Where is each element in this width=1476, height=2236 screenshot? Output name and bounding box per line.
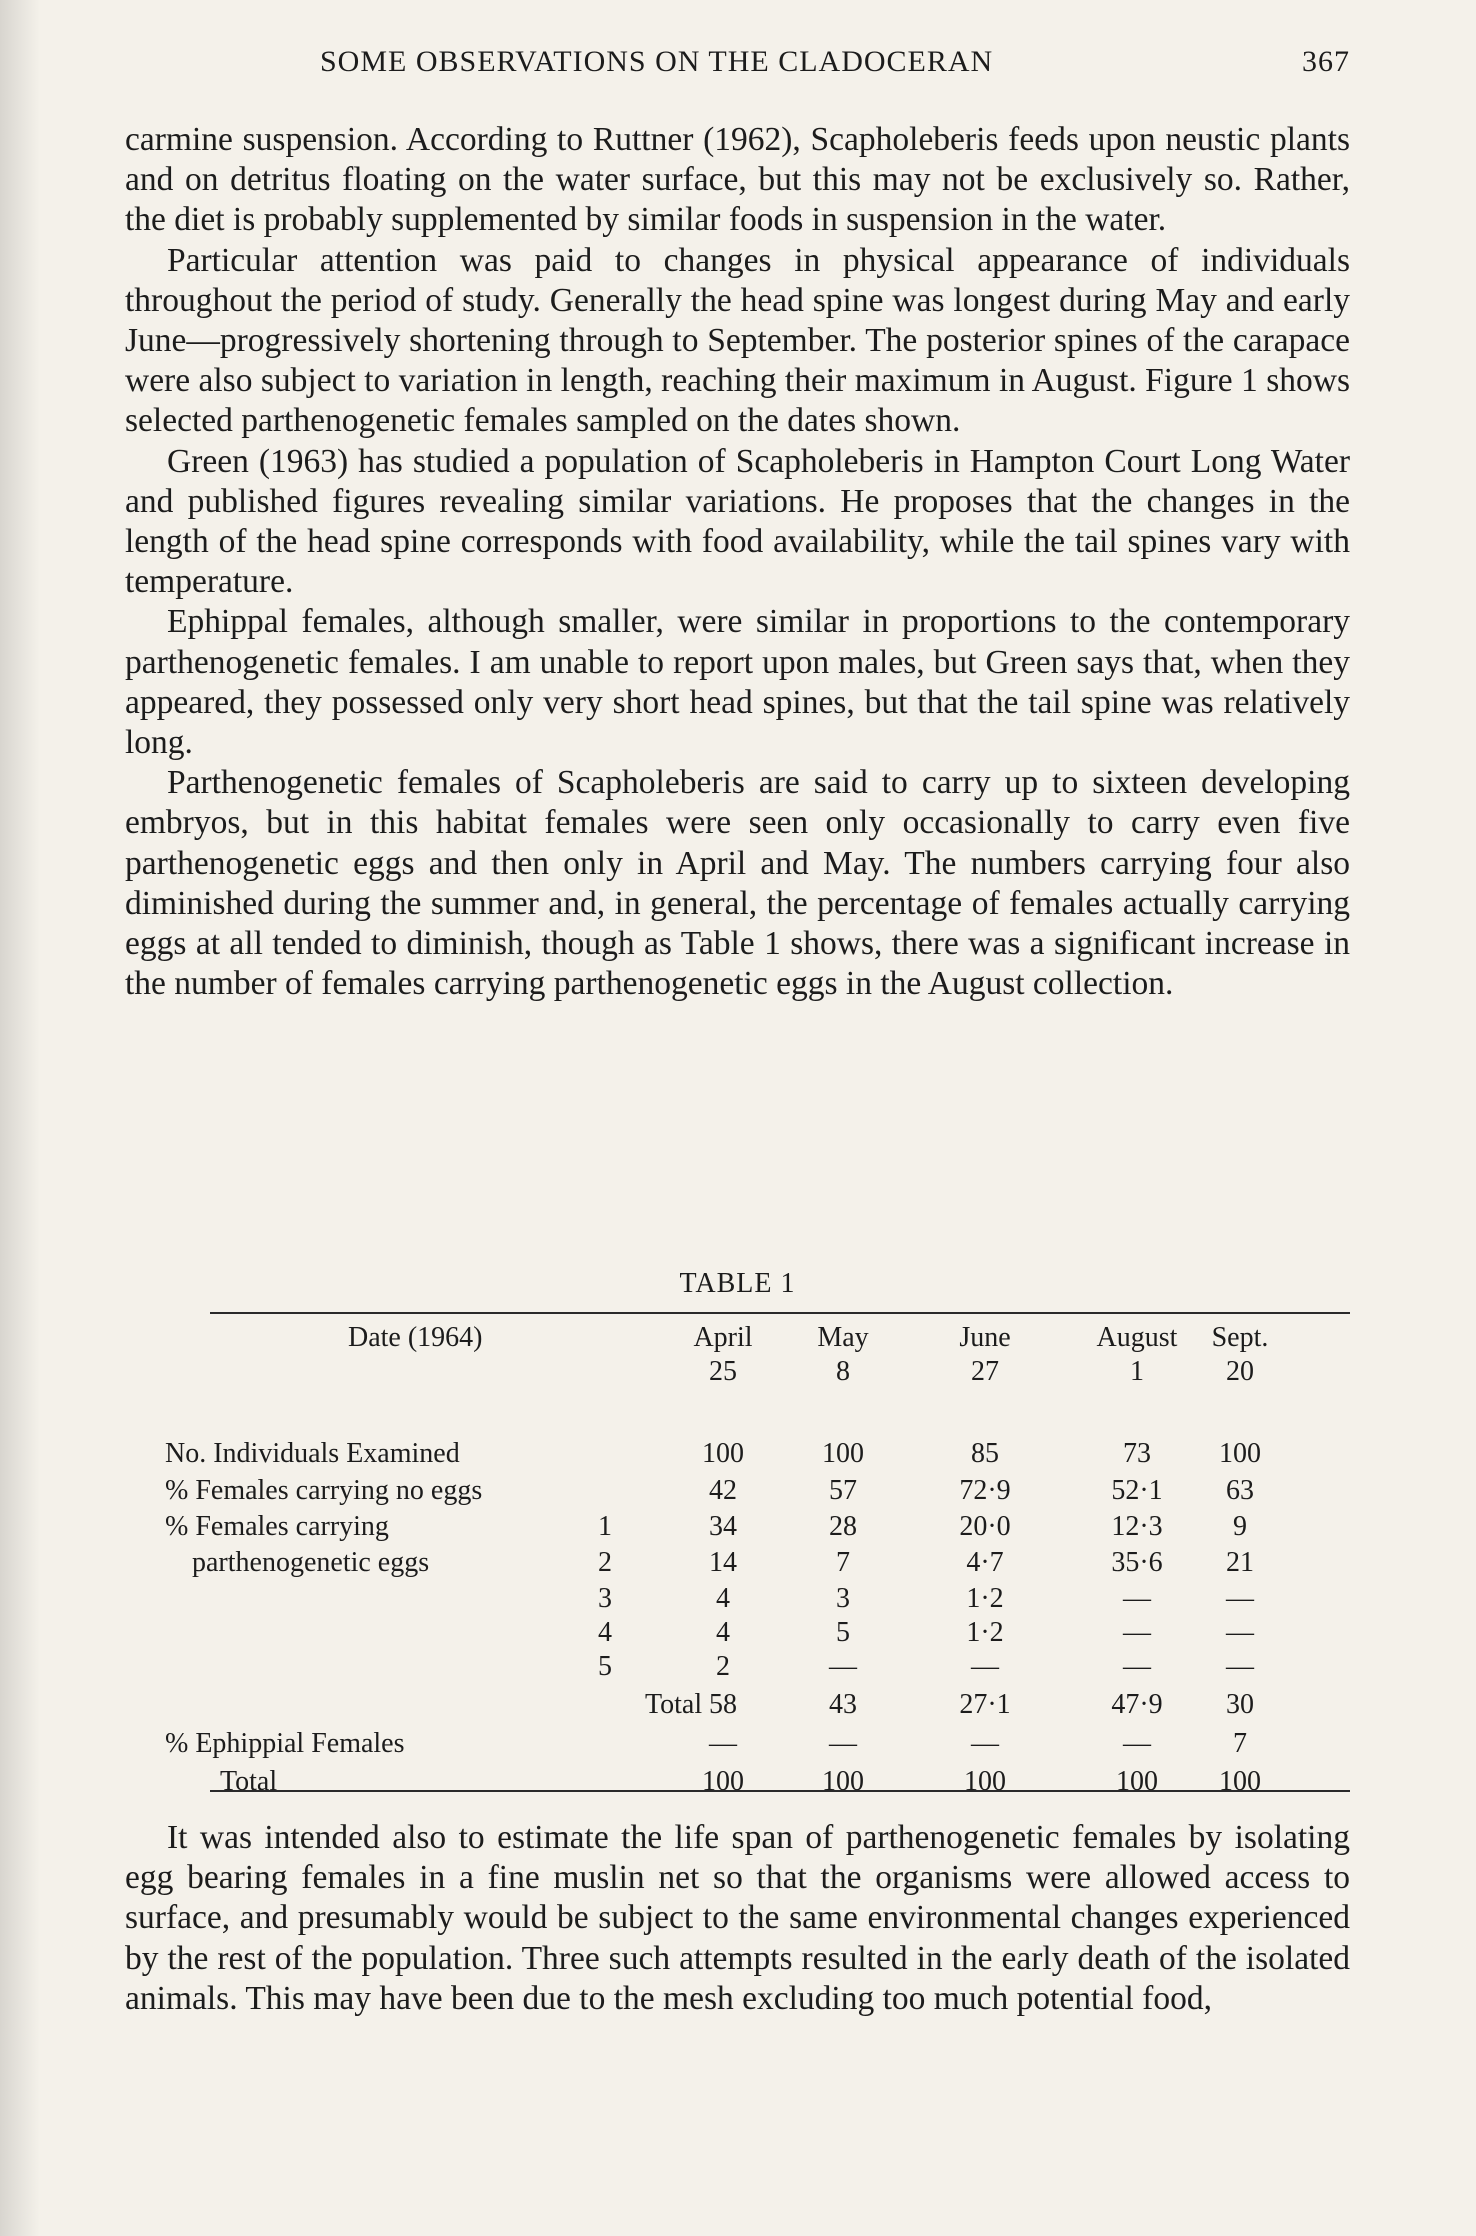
row-label: Total bbox=[220, 1766, 278, 1797]
egg-count-class: 2 bbox=[598, 1547, 612, 1578]
page-edge-shadow bbox=[0, 0, 40, 2236]
column-header-day: 25 bbox=[709, 1356, 737, 1387]
table-cell: 100 bbox=[702, 1766, 744, 1797]
paragraph-5: Parthenogenetic females of Scapholeberis are said to carry up to sixteen developing embryos, but in this habitat females were seen only occasionally to carry even five parthenogenetic eggs and then only in April and May. The numbers carrying four also diminished during the summer and, in general, the percentage of females actually carrying eggs at all tended to diminish, though as Table 1 shows, there was a significant increase in the number of females carrying parthenogenetic eggs in the August collection. bbox=[125, 764, 1350, 1003]
table-cell: 100 bbox=[1219, 1438, 1261, 1469]
table-cell: — bbox=[1226, 1583, 1254, 1614]
paragraph-6: It was intended also to estimate the life span of parthenogenetic females by isolating egg bearing females in a fine muslin net so that the organisms were allowed access to surface, and presumably would be subject to the same environmental changes experienced by the rest of the population. Three such attempts resulted in the early death of the isolated animals. This may have been due to the mesh excluding too much potential food, bbox=[125, 1819, 1350, 2017]
column-header-month: May bbox=[817, 1322, 869, 1353]
table-cell: — bbox=[1226, 1617, 1254, 1648]
table-cell: 1·2 bbox=[966, 1617, 1004, 1648]
table-cell: 58 bbox=[709, 1689, 737, 1720]
column-header-month: Sept. bbox=[1211, 1322, 1269, 1353]
row-label: % Females carrying no eggs bbox=[165, 1475, 483, 1506]
table-cell: 52·1 bbox=[1111, 1475, 1163, 1506]
egg-count-class: 1 bbox=[598, 1511, 612, 1542]
column-header-day: 27 bbox=[971, 1356, 999, 1387]
row-label: Total bbox=[645, 1689, 703, 1720]
table-cell: 35·6 bbox=[1111, 1547, 1163, 1578]
paragraph-3: Green (1963) has studied a population of Scapholeberis in Hampton Court Long Water and published figures revealing similar variations. He proposes that the changes in the length of the head spine corresponds with food availability, while the tail spines vary with temperature. bbox=[125, 442, 1350, 601]
row-label: parthenogenetic eggs bbox=[192, 1547, 430, 1578]
egg-count-class: 5 bbox=[598, 1651, 612, 1682]
row-label: % Females carrying bbox=[165, 1511, 389, 1542]
table-cell: — bbox=[971, 1728, 999, 1759]
table-cell: 30 bbox=[1226, 1689, 1254, 1720]
table-cell: 3 bbox=[836, 1583, 850, 1614]
table-cell: — bbox=[1123, 1651, 1151, 1682]
date-header: Date (1964) bbox=[348, 1322, 483, 1353]
table-top-rule bbox=[210, 1312, 1350, 1314]
table-cell: 72·9 bbox=[959, 1475, 1011, 1506]
table-cell: 100 bbox=[964, 1766, 1006, 1797]
row-label: % Ephippial Females bbox=[165, 1728, 405, 1759]
table-cell: 7 bbox=[1233, 1728, 1247, 1759]
column-header-day: 1 bbox=[1130, 1356, 1144, 1387]
table-title: TABLE 1 bbox=[679, 1268, 796, 1299]
body-text-lower bbox=[125, 1818, 1350, 2019]
table-cell: 73 bbox=[1123, 1438, 1151, 1469]
table-cell: 2 bbox=[716, 1651, 730, 1682]
table-cell: — bbox=[971, 1651, 999, 1682]
table-cell: 100 bbox=[1219, 1766, 1261, 1797]
table-cell: — bbox=[829, 1728, 857, 1759]
table-cell: 5 bbox=[836, 1617, 850, 1648]
column-header-month: April bbox=[693, 1322, 753, 1353]
running-title: SOME OBSERVATIONS ON THE CLADOCERAN bbox=[320, 45, 994, 78]
table-cell: — bbox=[829, 1651, 857, 1682]
table-cell: 34 bbox=[709, 1511, 737, 1542]
egg-count-class: 4 bbox=[598, 1617, 612, 1648]
paragraph-2: Particular attention was paid to changes in physical appearance of individuals throughout the period of study. Generally the head spine was longest during May and early June—progressively shortening through to September. The posterior spines of the carapace were also subject to variation in length, reaching their maximum in August. Figure 1 shows selected parthenogenetic females sampled on the dates shown. bbox=[125, 241, 1350, 440]
body-text-upper bbox=[125, 120, 1350, 1004]
table-cell: 12·3 bbox=[1111, 1511, 1163, 1542]
table-cell: 100 bbox=[702, 1438, 744, 1469]
table-cell: — bbox=[1226, 1651, 1254, 1682]
table-cell: 47·9 bbox=[1111, 1689, 1163, 1720]
column-header-day: 20 bbox=[1226, 1356, 1254, 1387]
table-cell: — bbox=[1123, 1617, 1151, 1648]
table-cell: 100 bbox=[822, 1438, 864, 1469]
table-cell: 1·2 bbox=[966, 1583, 1004, 1614]
table-cell: 7 bbox=[836, 1547, 850, 1578]
table-cell: 100 bbox=[822, 1766, 864, 1797]
table-cell: 20·0 bbox=[959, 1511, 1011, 1542]
column-header-month: June bbox=[959, 1322, 1011, 1353]
paragraph-1: carmine suspension. According to Ruttner (1962), Scapholeberis feeds upon neustic plants and on detritus floating on the water surface, but this may not be exclusively so. Rather, the diet is probably supplemented by similar foods in suspension in the water. bbox=[125, 121, 1350, 239]
table-cell: — bbox=[1123, 1728, 1151, 1759]
row-label: No. Individuals Examined bbox=[165, 1438, 460, 1469]
table-cell: 28 bbox=[829, 1511, 857, 1542]
table-cell: 9 bbox=[1233, 1511, 1247, 1542]
column-header-month: August bbox=[1096, 1322, 1178, 1353]
table-cell: 43 bbox=[829, 1689, 857, 1720]
table-cell: 14 bbox=[709, 1547, 737, 1578]
table-cell: 42 bbox=[709, 1475, 737, 1506]
table-cell: 21 bbox=[1226, 1547, 1254, 1578]
table-cell: 57 bbox=[829, 1475, 857, 1506]
table-cell: — bbox=[709, 1728, 737, 1759]
table-cell: — bbox=[1123, 1583, 1151, 1614]
table-cell: 4·7 bbox=[966, 1547, 1004, 1578]
table-cell: 4 bbox=[716, 1583, 730, 1614]
running-head bbox=[125, 45, 1350, 85]
paragraph-4: Ephippal females, although smaller, were similar in proportions to the contemporary parthenogenetic females. I am unable to report upon males, but Green says that, when they appeared, they possessed only very short head spines, but that the tail spine was relatively long. bbox=[125, 603, 1350, 762]
table-cell: 27·1 bbox=[959, 1689, 1011, 1720]
table-cell: 63 bbox=[1226, 1475, 1254, 1506]
table-cell: 100 bbox=[1116, 1766, 1158, 1797]
table-cell: 4 bbox=[716, 1617, 730, 1648]
column-header-day: 8 bbox=[836, 1356, 850, 1387]
table-bottom-rule bbox=[210, 1790, 1350, 1792]
table-cell: 85 bbox=[971, 1438, 999, 1469]
egg-count-class: 3 bbox=[598, 1583, 612, 1614]
page-number: 367 bbox=[1302, 45, 1350, 78]
